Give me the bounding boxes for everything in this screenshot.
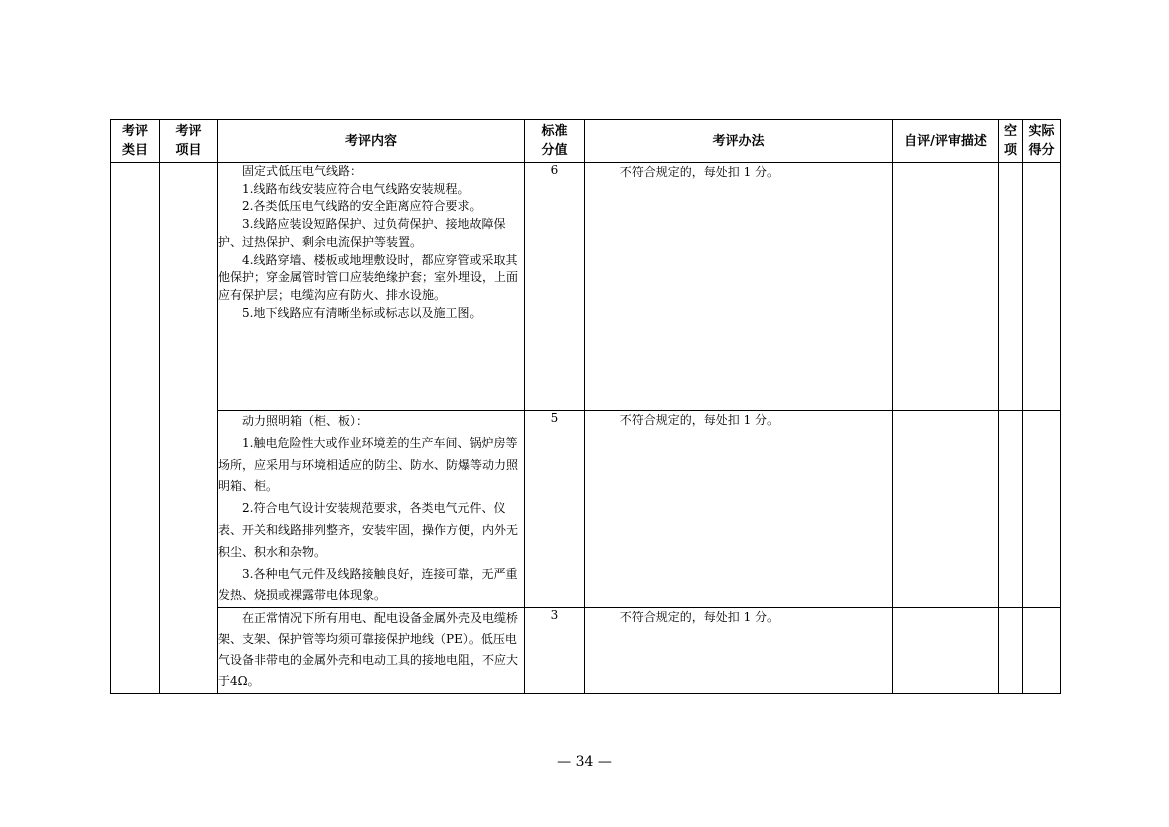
header-self-review: 自评/评审描述 xyxy=(893,120,999,163)
content-line: 2.符合电气设计安装规范要求，各类电气元件、仪表、开关和线路排列整齐，安装牢固，操作方便，内外无积尘、积水和杂物。 xyxy=(218,501,519,559)
blank-cell xyxy=(999,608,1023,694)
table-row xyxy=(111,411,1061,608)
content-line: 1.触电危险性大或作业环境差的生产车间、锅炉房等场所，应采用与环境相适应的防尘、防水、防爆等动力照明箱、柜。 xyxy=(218,435,519,494)
content-line: 固定式低压电气线路： xyxy=(242,164,363,178)
content-line: 1.线路布线安装应符合电气线路安装规程。 xyxy=(242,181,470,196)
self-review-cell xyxy=(893,411,999,608)
method-text: 不符合规定的，每处扣 1 分。 xyxy=(619,413,780,427)
method-cell xyxy=(585,163,893,411)
method-cell xyxy=(585,608,893,694)
evaluation-table xyxy=(110,119,1061,694)
self-review-cell xyxy=(893,608,999,694)
method-text: 不符合规定的，每处扣 1 分。 xyxy=(619,165,780,179)
table-row xyxy=(111,608,1061,694)
method-cell xyxy=(585,411,893,608)
content-line: 3.各种电气元件及线路接触良好，连接可靠，无严重发热、烧损或裸露带电体现象。 xyxy=(218,566,518,603)
content-line: 4.线路穿墙、楼板或地埋敷设时，都应穿管或采取其他保护；穿金属管时管口应装绝缘护套；室外埋设，上面应有保护层；电缆沟应有防火、排水设施。 xyxy=(218,252,519,302)
header-content: 考评内容 xyxy=(218,120,525,163)
header-method: 考评办法 xyxy=(585,120,893,163)
header-item: 考评 项目 xyxy=(160,120,218,163)
score-cell: 6 xyxy=(525,163,585,411)
header-blank: 空 项 xyxy=(999,120,1023,163)
score-cell: 5 xyxy=(525,411,585,608)
content-cell xyxy=(218,608,525,694)
actual-score-cell xyxy=(1023,163,1061,411)
item-cell xyxy=(160,163,218,694)
content-line: 3.线路应装设短路保护、过负荷保护、接地故障保护、过热保护、剩余电流保护等装置。 xyxy=(218,217,506,249)
header-category: 考评 类目 xyxy=(111,120,160,163)
actual-score-cell xyxy=(1023,608,1061,694)
content-line: 动力照明箱（柜、板）： xyxy=(242,414,369,428)
header-row xyxy=(111,120,1061,163)
content-cell xyxy=(218,411,525,608)
method-text: 不符合规定的，每处扣 1 分。 xyxy=(619,610,780,625)
table-row xyxy=(111,163,1061,411)
self-review-cell xyxy=(893,163,999,411)
category-cell xyxy=(111,163,160,694)
blank-cell xyxy=(999,163,1023,411)
score-cell: 3 xyxy=(525,608,585,694)
content-cell xyxy=(218,163,525,411)
page-number: — 34 — xyxy=(557,754,612,770)
header-score: 标准 分值 xyxy=(525,120,585,163)
content-line: 5.地下线路应有清晰坐标或标志以及施工图。 xyxy=(242,305,482,320)
actual-score-cell xyxy=(1023,411,1061,608)
content-line: 2.各类低压电气线路的安全距离应符合要求。 xyxy=(242,199,482,214)
header-actual: 实际 得分 xyxy=(1023,120,1061,163)
blank-cell xyxy=(999,411,1023,608)
content-line: 在正常情况下所有用电、配电设备金属外壳及电缆桥架、支架、保护管等均须可靠接保护地线（PE）。低压电气设备非带电的金属外壳和电动工具的接地电阻，不应大于4Ω。 xyxy=(218,611,519,689)
